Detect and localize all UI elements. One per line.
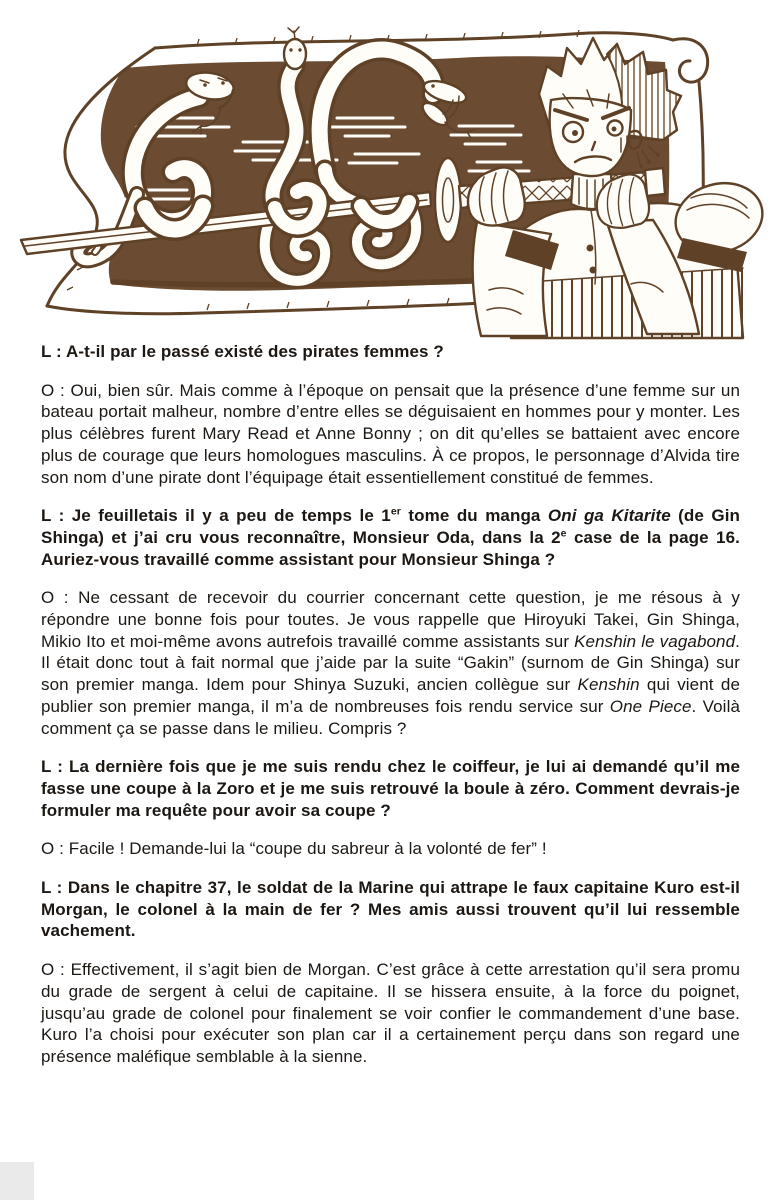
page-edge-shadow <box>0 1162 34 1200</box>
question-2: L : Je feuilletais il y a peu de temps le 1er tome du manga Oni ga Kitarite (de Gin Shinga) et j’ai cru vous reconnaître, Monsieur Oda, dans la 2e case de la page 16. Auriez-vous travaillé comme assistant pour Monsieur Shinga ? <box>41 505 741 569</box>
answer-3: O : Facile ! Demande-lui la “coupe du sabreur à la volonté de fer” ! <box>41 839 547 859</box>
header-illustration <box>7 22 773 340</box>
answer-1: O : Oui, bien sûr. Mais comme à l’époque on pensait que la présence d’une femme sur un bateau portait malheur, nombre d’entre elles se déguisaient en hommes pour y monter. Les plus célèbres furent Mary Read et Anne Bonny ; on dit qu’elles se battaient avec encore plus de courage que leurs homologues masculins. À ce propos, le personnage d’Alvida tire son nom d’une pirate dont l’équipage était essentiellement constitué de femmes. <box>41 380 740 487</box>
question-1: L : A-t-il par le passé existé des pirates femmes ? <box>41 342 444 361</box>
question-4: L : Dans le chapitre 37, le soldat de la Marine qui attrape le faux capitaine Kuro est-il Morgan, le colonel à la main de fer ? Mes amis aussi trouvent qu’il lui ressemble vachement. <box>41 878 740 941</box>
qa-text-column <box>41 341 740 1085</box>
question-3: L : La dernière fois que je me suis rendu chez le coiffeur, je lui ai demandé qu’il me fasse une coupe à la Zoro et je me suis retrouvé la boule à zéro. Comment devrais-je formuler ma requête pour avoir sa coupe ? <box>41 757 740 820</box>
answer-4: O : Effectivement, il s’agit bien de Morgan. C’est grâce à cette arrestation qu’il sera promu du grade de sergent à celui de capitaine. Il se hissera ensuite, à la force du poignet, jusqu’au grade de colonel pour finalement se voir confier le commandement d’une base. Kuro l’a choisi pour exécuter son plan car il a certainement perçu dans son regard une présence maléfique semblable à la sienne. <box>41 960 740 1066</box>
answer-2: O : Ne cessant de recevoir du courrier concernant cette question, je me résous à y répondre une bonne fois pour toutes. Je vous rappelle que Hiroyuki Takei, Gin Shinga, Mikio Ito et moi-même avons autrefois travaillé comme assistants sur Kenshin le vagabond. Il était donc tout à fait normal que j’aide par la suite “Gakin” (surnom de Gin Shinga) sur son premier manga. Idem pour Shinya Suzuki, ancien collègue sur Kenshin qui vient de publier son premier manga, il m’a de nombreuses fois rendu service sur One Piece. Voilà comment ça se passe dans le milieu. Compris ? <box>41 588 740 738</box>
